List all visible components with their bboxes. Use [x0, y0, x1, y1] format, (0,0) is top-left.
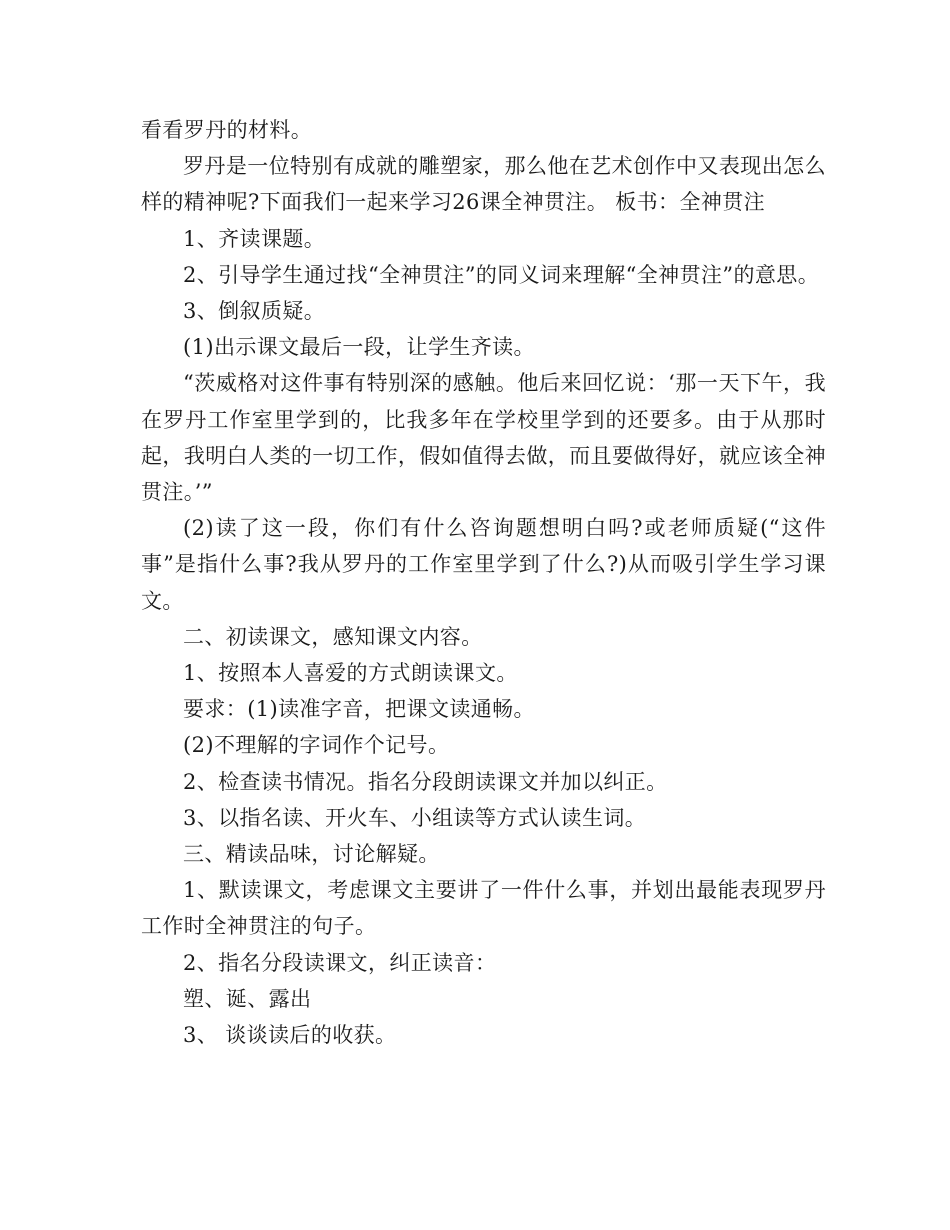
paragraph-2: 罗丹是一位特别有成就的雕塑家，那么他在艺术创作中又表现出怎么样的精神呢?下面我们一起来学习26课全神贯注。 板书：全神贯注: [141, 154, 826, 215]
paragraph-10: 1、按照本人喜爱的方式朗读课文。: [183, 661, 518, 686]
document-body: [141, 112, 826, 1053]
paragraph-16: 1、默读课文，考虑课文主要讲了一件什么事，并划出最能表现罗丹工作时全神贯注的句子。: [141, 878, 826, 939]
paragraph-9: 二、初读课文，感知课文内容。: [183, 624, 483, 649]
paragraph-18: 塑、诞、露出: [183, 986, 312, 1011]
paragraph-6: (1)出示课文最后一段，让学生齐读。: [183, 335, 535, 360]
paragraph-7: “茨威格对这件事有特别深的感触。他后来回忆说：‘那一天下午，我在罗丹工作室里学到的，比我多年在学校里学到的还要多。由于从那时起，我明白人类的一切工作，假如值得去做，而且要做得好，就应该全神贯注。’”: [141, 371, 826, 505]
paragraph-3: 1、齐读课题。: [183, 226, 326, 251]
paragraph-5: 3、倒叙质疑。: [183, 299, 326, 324]
paragraph-14: 3、以指名读、开火车、小组读等方式认读生词。: [183, 805, 647, 830]
paragraph-15: 三、精读品味，讨论解疑。: [183, 842, 440, 867]
paragraph-12: (2)不理解的字词作个记号。: [183, 733, 450, 758]
paragraph-1: 看看罗丹的材料。: [141, 118, 313, 142]
paragraph-17: 2、指名分段读课文，纠正读音：: [183, 950, 497, 975]
paragraph-13: 2、检查读书情况。指名分段朗读课文并加以纠正。: [183, 769, 668, 794]
paragraph-4: 2、引导学生通过找“全神贯注”的同义词来理解“全神贯注”的意思。: [183, 262, 820, 287]
paragraph-19: 3、 谈谈读后的收获。: [183, 1023, 397, 1048]
paragraph-11: 要求：(1)读准字音，把课文读通畅。: [183, 697, 535, 722]
paragraph-8: (2)读了这一段，你们有什么咨询题想明白吗?或老师质疑(“这件事”是指什么事?我从罗丹的工作室里学到了什么?)从而吸引学生学习课文。: [141, 516, 826, 613]
